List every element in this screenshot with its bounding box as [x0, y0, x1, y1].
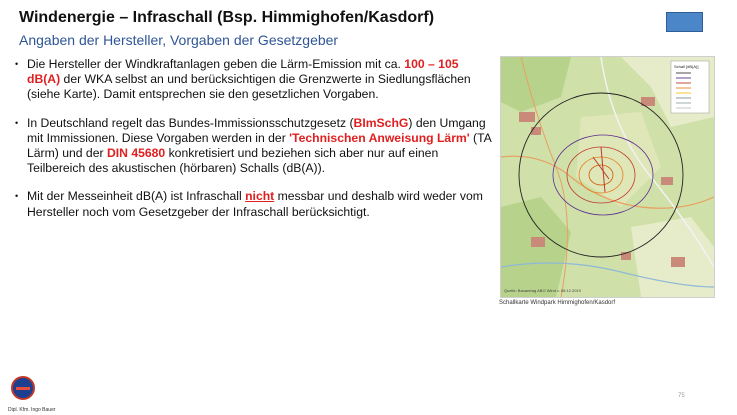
bullet-item [13, 189, 493, 219]
bullet-item [13, 57, 493, 103]
logo [11, 376, 35, 400]
noise-map [500, 56, 715, 298]
author-name: Dipl. Kfm. Ingo Bauer [8, 407, 56, 413]
map-caption: Schallkarte Windpark Himmighofen/Kasdorf [499, 300, 616, 306]
bullet-text: In Deutschland regelt das Bundes-Immissionsschutzgesetz ( [27, 115, 354, 130]
page-number: 75 [678, 393, 685, 399]
bullet-text: konkretisiert und beziehen sich aber nur auf einen Teilbereich des akustischen (hörbaren) Schalls (dB(A)). [27, 146, 439, 176]
map-source: Quelle: Bauantrag ABO Wind v. 08.12.2019 [504, 288, 581, 293]
slide-subtitle: Angaben der Hersteller, Vorgaben der Gesetzgeber [19, 32, 339, 48]
bullet-list [13, 57, 493, 233]
bullet-highlight: nicht [245, 189, 275, 204]
bullet-item [13, 116, 493, 177]
bullet-text: messbar und deshalb wird weder vom Hersteller noch vom Gesetzgeber der Infraschall berücksichtigt. [27, 189, 483, 219]
bullet-text: der WKA selbst an und berücksichtigen die Grenzwerte in Siedlungsflächen (siehe Karte). Damit entsprechen sie den gesetzlichen Vorgaben. [27, 72, 471, 102]
corner-box [666, 12, 703, 32]
bullet-highlight: DIN 45680 [106, 146, 166, 161]
legend-title: Schall [dB(A)] [674, 64, 699, 69]
bullet-text: Die Hersteller der Windkraftanlagen geben die Lärm-Emission mit ca. [27, 57, 405, 71]
slide-title: Windenergie – Infraschall (Bsp. Himmighofen/Kasdorf) [19, 9, 435, 26]
map-legend [671, 61, 709, 113]
bullet-highlight: BImSchG [353, 115, 409, 130]
bullet-text: ) den Umgang mit Immissionen. Diese Vorgaben werden in der [27, 115, 486, 145]
bullet-text: Mit der Messeinheit dB(A) ist Infraschall [27, 189, 246, 204]
bullet-highlight: 'Technischen Anweisung Lärm' [289, 130, 470, 145]
bullet-highlight: 100 – 105 dB(A) [27, 57, 459, 87]
bullet-text: (TA Lärm) und der [27, 130, 492, 161]
